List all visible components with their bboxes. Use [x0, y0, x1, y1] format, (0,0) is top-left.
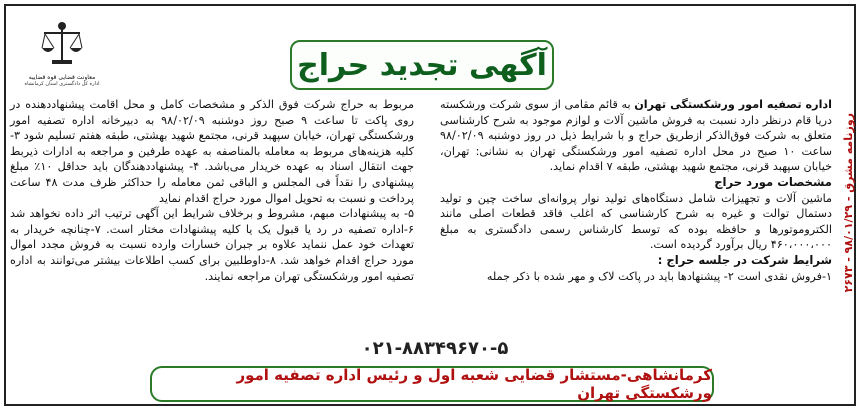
- intro-bold: اداره تصفیه امور ورشکستگی تهران: [634, 98, 832, 111]
- conditions-continued-2: ۵- به پیشنهادات مبهم، مشروط و برخلاف شرایط این آگهی ترتیب اثر داده نخواهد شد ۶-اداره تصفیه در رد یا قبول یک یا کلیه پیشنهادات مختار است. ۷-چنانچه خریدار به تعهدات خود عمل ننماید علاوه بر جبران خسارات وارده نسبت به فروش مجدد اموال مورد حراج اقدام خواهد شد. ۸-داوطلبین برای کسب اطلاعات بیشتر می‌توانند به اداره تصفیه امور ورشکستگی تهران مراجعه نمایند.: [10, 207, 414, 283]
- page-title: آگهی تجدید حراج: [297, 47, 547, 83]
- footer-box: [150, 366, 714, 402]
- conditions-continued-1: مربوط به حراج شرکت فوق الذکر و مشخصات کامل و محل اقامت پیشنهاددهنده در روی پاکت تا ساعت ۹ صبح روز دوشنبه ۹۸/۰۲/۰۹ به دبیرخانه اداره تصفیه امور ورشکستگی تهران، خیابان سپهبد قرنی، مجتمع شهید بهشتی، طبقه هفتم تسلیم شود ۳- کلیه هزینه‌های مربوط به معامله بالمناصفه به عهده طرفین و مراجعه به ادارات ذیربط جهت انتقال اسناد به عهده خریدار می‌باشد. ۴- پیشنهاددهندگان باید حداقل ۱۰٪ مبلغ پیشنهادی را نقداً فی المجلس و الباقی ثمن معامله را حداکثر ظرف مدت ۴۸ ساعت پرداخت و نسبت به تحویل اموال مورد حراج اقدام نماید: [10, 98, 415, 205]
- conditions-start: ۱-فروش نقدی است ۲- پیشنهادها باید در پاکت لاک و مهر شده با ذکر جمله: [486, 269, 832, 283]
- footer-signature: کرمانشاهی-مستشار قضایی شعبه اول و رئیس اداره تصفیه امور ورشکستگی تهران: [236, 366, 712, 402]
- title-box: [290, 40, 554, 90]
- phone-number: ۰۲۱-۸۸۳۴۹۶۷۰-۵: [361, 338, 509, 359]
- right-column: [440, 97, 832, 284]
- intro-text: به قائم مقامی از سوی شرکت ورشکسته دریا قام درنظر دارد نسبت به فروش ماشین آلات و لوازم موجود به شرح کارشناسی متعلق به شرکت فوق‌الذکر ازطریق حراج و با شرایط ذیل در روز دوشنبه ۹۸/۰۲/۰۹ ساعت ۱۰ صبح در محل اداره تصفیه امور ورشکستگی تهران به نشانی: تهران، خیابان سپهبد قرنی، مجتمع شهید بهشتی، طبقه ۷ اقدام نماید.: [440, 98, 833, 174]
- judiciary-emblem: [16, 18, 108, 102]
- left-column: [10, 97, 414, 284]
- section-heading-items: مشخصات مورد حراج: [714, 174, 832, 189]
- side-strip-text: روزنامه مشرق - ۹۸/۰۱/۲۹ - ۲۶۷۳: [841, 113, 855, 293]
- emblem-line-1: معاونت قضایی قوه قضاییه: [28, 74, 96, 81]
- emblem-line-2: اداره کل دادگستری استان کرمانشاه: [24, 81, 100, 87]
- side-strip: [838, 8, 858, 398]
- scales-of-justice-icon: [36, 18, 88, 70]
- items-paragraph: ماشین آلات و تجهیزات شامل دستگاه‌های تولید نوار پروانه‌ای ساخت چین و تولید دستمال توالت و غیره به شرح کارشناسی که اغلب فاقد قطعات اصلی مانند الکتروموتورها و حافظه بوده که توسط کارشناس رسمی دادگستری به مبلغ ۴۶۰،۰۰۰،۰۰۰ ریال برآورد گردیده است.: [440, 191, 832, 252]
- section-heading-conditions: شرایط شرکت در جلسه حراج :: [657, 252, 832, 267]
- intro-paragraph: [440, 97, 832, 175]
